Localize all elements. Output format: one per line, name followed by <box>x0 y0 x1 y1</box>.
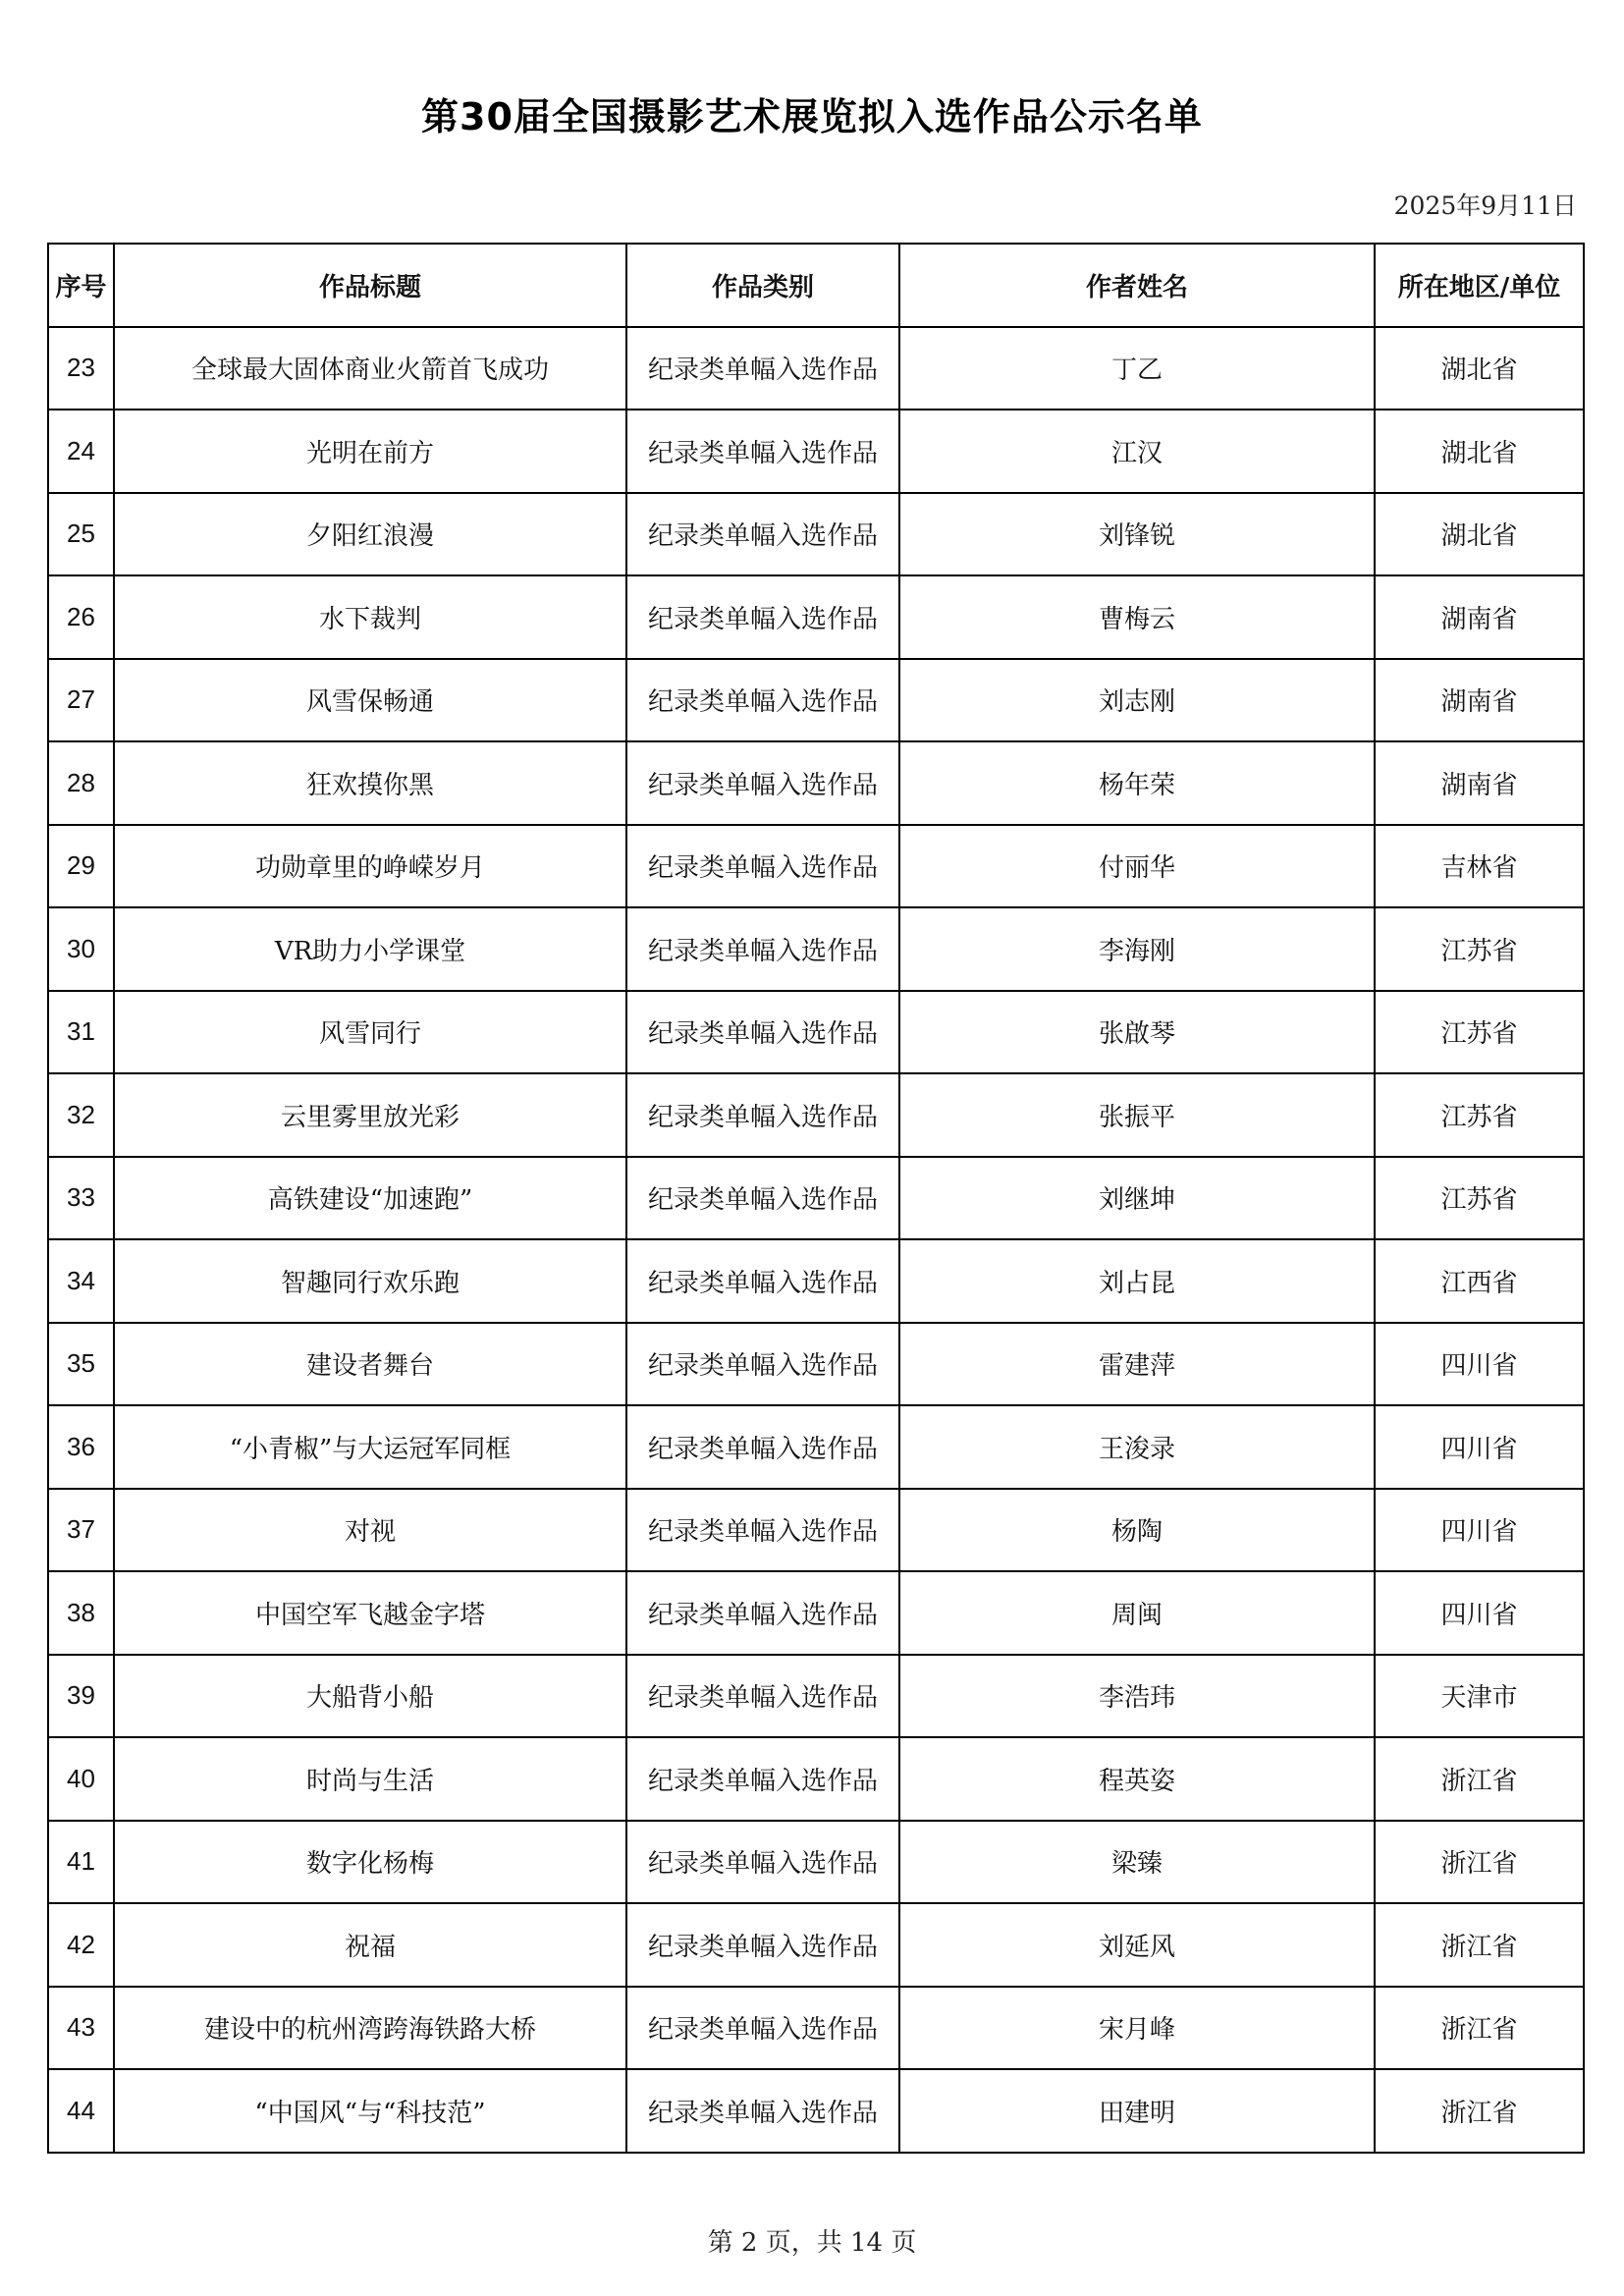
cell-category: 纪录类单幅入选作品 <box>626 1821 899 1904</box>
cell-category: 纪录类单幅入选作品 <box>626 825 899 908</box>
table-row <box>48 1903 1584 1987</box>
cell-category: 纪录类单幅入选作品 <box>626 907 899 991</box>
cell-author: 刘志刚 <box>899 659 1375 742</box>
cell-category: 纪录类单幅入选作品 <box>626 1157 899 1240</box>
cell-title: 夕阳红浪漫 <box>114 493 626 576</box>
cell-index: 40 <box>48 1737 114 1821</box>
cell-author: 曹梅云 <box>899 575 1375 659</box>
cell-index: 28 <box>48 741 114 825</box>
cell-author: 李海刚 <box>899 907 1375 991</box>
cell-region: 浙江省 <box>1375 1903 1584 1987</box>
cell-title: “小青椒”与大运冠军同框 <box>114 1405 626 1489</box>
cell-region: 浙江省 <box>1375 1987 1584 2070</box>
cell-region: 吉林省 <box>1375 825 1584 908</box>
cell-region: 江西省 <box>1375 1239 1584 1323</box>
cell-author: 李浩玮 <box>899 1655 1375 1738</box>
table-row <box>48 575 1584 659</box>
cell-region: 湖北省 <box>1375 410 1584 493</box>
cell-author: 宋月峰 <box>899 1987 1375 2070</box>
cell-index: 35 <box>48 1323 114 1406</box>
cell-category: 纪录类单幅入选作品 <box>626 1737 899 1821</box>
cell-category: 纪录类单幅入选作品 <box>626 493 899 576</box>
cell-index: 37 <box>48 1489 114 1572</box>
page-footer: 第 2 页，共 14 页 <box>707 2228 917 2258</box>
table-row <box>48 493 1584 576</box>
cell-region: 湖南省 <box>1375 575 1584 659</box>
cell-index: 24 <box>48 410 114 493</box>
cell-category: 纪录类单幅入选作品 <box>626 2069 899 2153</box>
cell-category: 纪录类单幅入选作品 <box>626 991 899 1074</box>
cell-index: 44 <box>48 2069 114 2153</box>
table-row <box>48 1157 1584 1240</box>
table-row <box>48 1073 1584 1157</box>
header-title: 作品标题 <box>114 244 626 327</box>
table-row <box>48 1821 1584 1904</box>
cell-region: 四川省 <box>1375 1489 1584 1572</box>
cell-author: 雷建萍 <box>899 1323 1375 1406</box>
cell-category: 纪录类单幅入选作品 <box>626 327 899 410</box>
cell-category: 纪录类单幅入选作品 <box>626 1571 899 1655</box>
cell-title: 全球最大固体商业火箭首飞成功 <box>114 327 626 410</box>
cell-index: 34 <box>48 1239 114 1323</box>
cell-author: 刘延风 <box>899 1903 1375 1987</box>
cell-title: 光明在前方 <box>114 410 626 493</box>
table-row <box>48 659 1584 742</box>
cell-title: 数字化杨梅 <box>114 1821 626 1904</box>
cell-category: 纪录类单幅入选作品 <box>626 1489 899 1572</box>
cell-region: 浙江省 <box>1375 1821 1584 1904</box>
cell-index: 43 <box>48 1987 114 2070</box>
cell-region: 湖北省 <box>1375 493 1584 576</box>
cell-title: 建设中的杭州湾跨海铁路大桥 <box>114 1987 626 2070</box>
cell-index: 26 <box>48 575 114 659</box>
cell-author: 江汉 <box>899 410 1375 493</box>
cell-author: 王浚录 <box>899 1405 1375 1489</box>
table-row <box>48 991 1584 1074</box>
cell-author: 付丽华 <box>899 825 1375 908</box>
table-row <box>48 1571 1584 1655</box>
cell-index: 30 <box>48 907 114 991</box>
cell-title: 时尚与生活 <box>114 1737 626 1821</box>
header-author: 作者姓名 <box>899 244 1375 327</box>
cell-author: 杨陶 <box>899 1489 1375 1572</box>
table-row <box>48 741 1584 825</box>
table-row <box>48 410 1584 493</box>
cell-title: 对视 <box>114 1489 626 1572</box>
table-row <box>48 1737 1584 1821</box>
cell-index: 42 <box>48 1903 114 1987</box>
table-row <box>48 327 1584 410</box>
cell-author: 周闽 <box>899 1571 1375 1655</box>
cell-region: 浙江省 <box>1375 2069 1584 2153</box>
table-row <box>48 1405 1584 1489</box>
cell-region: 四川省 <box>1375 1323 1584 1406</box>
cell-title: 祝福 <box>114 1903 626 1987</box>
cell-author: 梁臻 <box>899 1821 1375 1904</box>
cell-category: 纪录类单幅入选作品 <box>626 1405 899 1489</box>
cell-category: 纪录类单幅入选作品 <box>626 659 899 742</box>
cell-title: 风雪同行 <box>114 991 626 1074</box>
cell-index: 27 <box>48 659 114 742</box>
cell-index: 25 <box>48 493 114 576</box>
page-title: 第30届全国摄影艺术展览拟入选作品公示名单 <box>421 95 1203 138</box>
cell-category: 纪录类单幅入选作品 <box>626 1239 899 1323</box>
cell-index: 41 <box>48 1821 114 1904</box>
cell-region: 四川省 <box>1375 1571 1584 1655</box>
cell-author: 田建明 <box>899 2069 1375 2153</box>
header-category: 作品类别 <box>626 244 899 327</box>
cell-author: 张啟琴 <box>899 991 1375 1074</box>
cell-region: 江苏省 <box>1375 1157 1584 1240</box>
table-row <box>48 1323 1584 1406</box>
table-row <box>48 1655 1584 1738</box>
nominee-table <box>47 243 1585 2154</box>
table-row <box>48 1987 1584 2070</box>
cell-region: 江苏省 <box>1375 991 1584 1074</box>
cell-index: 38 <box>48 1571 114 1655</box>
cell-region: 湖北省 <box>1375 327 1584 410</box>
cell-author: 杨年荣 <box>899 741 1375 825</box>
publish-date: 2025年9月11日 <box>1393 191 1577 220</box>
table-row <box>48 1489 1584 1572</box>
cell-title: 功勋章里的峥嵘岁月 <box>114 825 626 908</box>
cell-region: 江苏省 <box>1375 1073 1584 1157</box>
cell-category: 纪录类单幅入选作品 <box>626 575 899 659</box>
cell-category: 纪录类单幅入选作品 <box>626 1903 899 1987</box>
cell-index: 23 <box>48 327 114 410</box>
table-row <box>48 907 1584 991</box>
cell-author: 张振平 <box>899 1073 1375 1157</box>
table-row <box>48 825 1584 908</box>
cell-category: 纪录类单幅入选作品 <box>626 410 899 493</box>
cell-category: 纪录类单幅入选作品 <box>626 1323 899 1406</box>
cell-author: 刘占昆 <box>899 1239 1375 1323</box>
header-index: 序号 <box>48 244 114 327</box>
cell-region: 浙江省 <box>1375 1737 1584 1821</box>
cell-title: 狂欢摸你黑 <box>114 741 626 825</box>
cell-category: 纪录类单幅入选作品 <box>626 741 899 825</box>
cell-title: 智趣同行欢乐跑 <box>114 1239 626 1323</box>
cell-title: 水下裁判 <box>114 575 626 659</box>
table-header-row <box>48 244 1584 327</box>
cell-index: 31 <box>48 991 114 1074</box>
cell-category: 纪录类单幅入选作品 <box>626 1655 899 1738</box>
cell-title: 大船背小船 <box>114 1655 626 1738</box>
cell-title: 云里雾里放光彩 <box>114 1073 626 1157</box>
cell-title: VR助力小学课堂 <box>114 907 626 991</box>
cell-region: 江苏省 <box>1375 907 1584 991</box>
cell-index: 29 <box>48 825 114 908</box>
cell-title: 高铁建设“加速跑” <box>114 1157 626 1240</box>
header-region: 所在地区/单位 <box>1375 244 1584 327</box>
cell-author: 丁乙 <box>899 327 1375 410</box>
cell-index: 32 <box>48 1073 114 1157</box>
cell-region: 湖南省 <box>1375 659 1584 742</box>
cell-title: 风雪保畅通 <box>114 659 626 742</box>
cell-author: 刘继坤 <box>899 1157 1375 1240</box>
cell-region: 四川省 <box>1375 1405 1584 1489</box>
cell-category: 纪录类单幅入选作品 <box>626 1073 899 1157</box>
table-body <box>48 327 1584 2153</box>
cell-index: 36 <box>48 1405 114 1489</box>
cell-title: “中国风“与“科技范” <box>114 2069 626 2153</box>
cell-index: 39 <box>48 1655 114 1738</box>
cell-title: 中国空军飞越金字塔 <box>114 1571 626 1655</box>
table-row <box>48 1239 1584 1323</box>
cell-category: 纪录类单幅入选作品 <box>626 1987 899 2070</box>
cell-author: 程英姿 <box>899 1737 1375 1821</box>
table-row <box>48 2069 1584 2153</box>
cell-author: 刘锋锐 <box>899 493 1375 576</box>
cell-region: 天津市 <box>1375 1655 1584 1738</box>
cell-region: 湖南省 <box>1375 741 1584 825</box>
cell-index: 33 <box>48 1157 114 1240</box>
cell-title: 建设者舞台 <box>114 1323 626 1406</box>
